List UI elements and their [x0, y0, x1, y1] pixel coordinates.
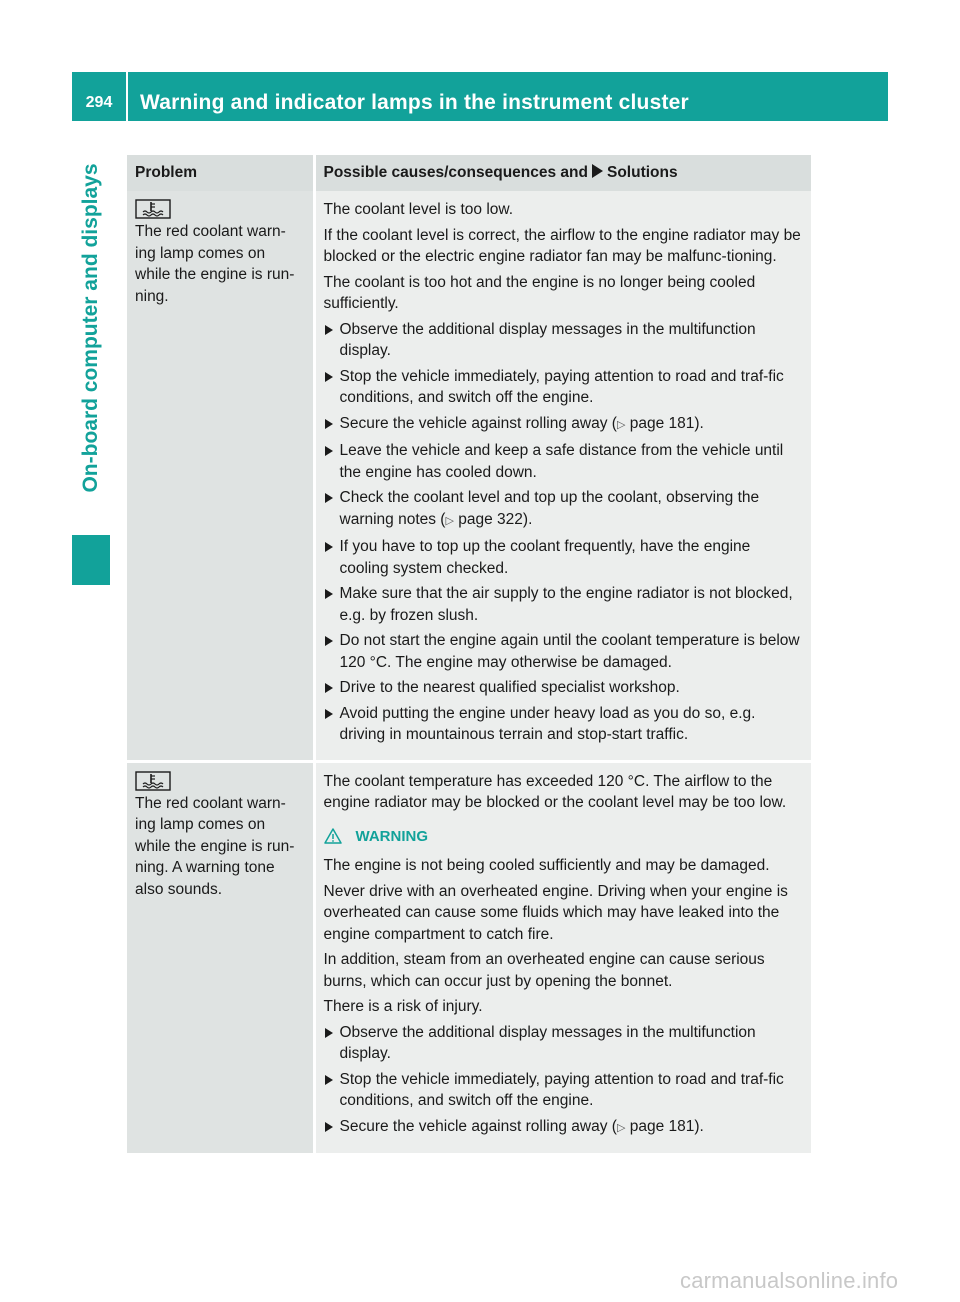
column-header-solutions-prefix: Possible causes/consequences and [323, 164, 588, 181]
step-arrow-icon [325, 325, 333, 335]
step-text: Drive to the nearest qualified specialist workshop. [339, 679, 680, 696]
step-text: Do not start the engine again until the coolant temperature is below 120 °C. The engine may otherwise be damaged. [339, 632, 800, 671]
warning-text: The engine is not being cooled sufficiently and may be damaged. [323, 857, 770, 874]
solution-step [324, 677, 804, 699]
step-text: Observe the additional display messages in the multifunction display. [339, 320, 756, 359]
solution-cell [314, 191, 811, 761]
page-number: 294 [85, 94, 113, 111]
coolant-temperature-icon [135, 199, 171, 219]
step-arrow-icon [325, 1028, 333, 1038]
table-row [127, 761, 811, 1153]
solution-step [324, 703, 804, 746]
cause-text: The coolant temperature has exceeded 120 °C. The airflow to the engine radiator may be blocked or the coolant level may be too low. [323, 772, 787, 811]
step-text-end: ). [694, 1117, 704, 1135]
warning-triangle-icon [324, 828, 342, 844]
watermark: carmanualsonline.info [680, 1268, 899, 1293]
problem-text: The red coolant warn-ing lamp comes on while the engine is run-ning. A warning tone also sounds. [135, 794, 295, 898]
solution-step [324, 319, 804, 362]
step-arrow-icon [325, 493, 333, 503]
problem-cell [127, 191, 314, 761]
step-arrow-icon [325, 419, 333, 429]
warning-text: There is a risk of injury. [323, 998, 483, 1015]
problem-cell [127, 761, 314, 1153]
warning-label: WARNING [355, 827, 428, 845]
step-text: If you have to top up the coolant frequently, have the engine cooling system checked. [339, 538, 751, 577]
solution-step [324, 583, 804, 626]
table-header-row [127, 155, 811, 191]
solution-cell [314, 761, 811, 1153]
step-arrow-icon [325, 1122, 333, 1132]
solution-step [324, 440, 804, 483]
step-text: Avoid putting the engine under heavy load as you do so, e.g. driving in mountainous terrain and stop-start traffic. [339, 704, 756, 743]
cause-text: The coolant is too hot and the engine is no longer being cooled sufficiently. [323, 273, 756, 312]
page-reference-icon: ▷ [616, 1121, 626, 1134]
table-row [127, 191, 811, 761]
step-arrow-icon [325, 636, 333, 646]
header-divider [126, 72, 128, 121]
step-text: Make sure that the air supply to the engine radiator is not blocked, e.g. by frozen slush. [339, 585, 793, 624]
warning-text: In addition, steam from an overheated engine can cause serious burns, which can occur just by opening the bonnet. [323, 951, 765, 990]
solution-step [324, 1116, 804, 1140]
step-arrow-icon [325, 709, 333, 719]
warning-heading [324, 826, 804, 848]
step-text: Leave the vehicle and keep a safe distance from the vehicle until the engine has cooled down. [339, 442, 784, 481]
step-arrow-icon [325, 683, 333, 693]
problem-solution-table [127, 155, 811, 1153]
problem-text: The red coolant warn-ing lamp comes on while the engine is run-ning. [135, 223, 295, 305]
step-text: Observe the additional display messages in the multifunction display. [339, 1023, 756, 1062]
column-header-solutions [314, 155, 811, 191]
step-text-end: ). [694, 414, 704, 432]
step-text: Check the coolant level and top up the coolant, observing the warning notes ( [339, 489, 760, 528]
solution-step [324, 536, 804, 579]
solution-step [324, 366, 804, 409]
warning-text: Never drive with an overheated engine. Driving when your engine is overheated can cause some fluids which may have leaked into the engine compartment to catch fire. [323, 882, 788, 943]
step-text: Secure the vehicle against rolling away ( [339, 1117, 617, 1135]
arrow-right-icon [592, 164, 603, 178]
section-side-label [72, 128, 110, 528]
page-reference-link[interactable]: page 181 [629, 414, 695, 432]
solution-step [324, 487, 804, 532]
cause-text: If the coolant level is correct, the airflow to the engine radiator may be blocked or the electric engine radiator fan may be malfunc-tioning. [323, 226, 801, 265]
solution-step [324, 1069, 804, 1112]
coolant-temperature-icon [135, 771, 171, 791]
step-arrow-icon [325, 542, 333, 552]
solution-step [324, 413, 804, 437]
step-text: Stop the vehicle immediately, paying attention to road and traf-fic conditions, and switch off the engine. [339, 367, 784, 406]
page-reference-link[interactable]: page 322 [458, 510, 523, 528]
column-header-problem: Problem [127, 155, 314, 191]
step-arrow-icon [325, 1075, 333, 1085]
step-text: Stop the vehicle immediately, paying attention to road and traf-fic conditions, and switch off the engine. [339, 1070, 784, 1109]
solution-step [324, 630, 804, 673]
cause-text: The coolant level is too low. [323, 201, 514, 218]
page-header [72, 72, 888, 121]
step-arrow-icon [325, 446, 333, 456]
solution-step [324, 1022, 804, 1065]
step-arrow-icon [325, 589, 333, 599]
step-text-end: ). [522, 510, 533, 528]
page-reference-icon: ▷ [616, 418, 626, 431]
page-title: Warning and indicator lamps in the instrument cluster [140, 91, 689, 114]
page-reference-link[interactable]: page 181 [629, 1117, 695, 1135]
step-text: Secure the vehicle against rolling away ( [339, 414, 617, 432]
column-header-solutions-suffix: Solutions [606, 164, 678, 181]
step-arrow-icon [325, 372, 333, 382]
section-side-label-text: On-board computer and displays [79, 163, 102, 493]
page-reference-icon: ▷ [445, 514, 454, 527]
